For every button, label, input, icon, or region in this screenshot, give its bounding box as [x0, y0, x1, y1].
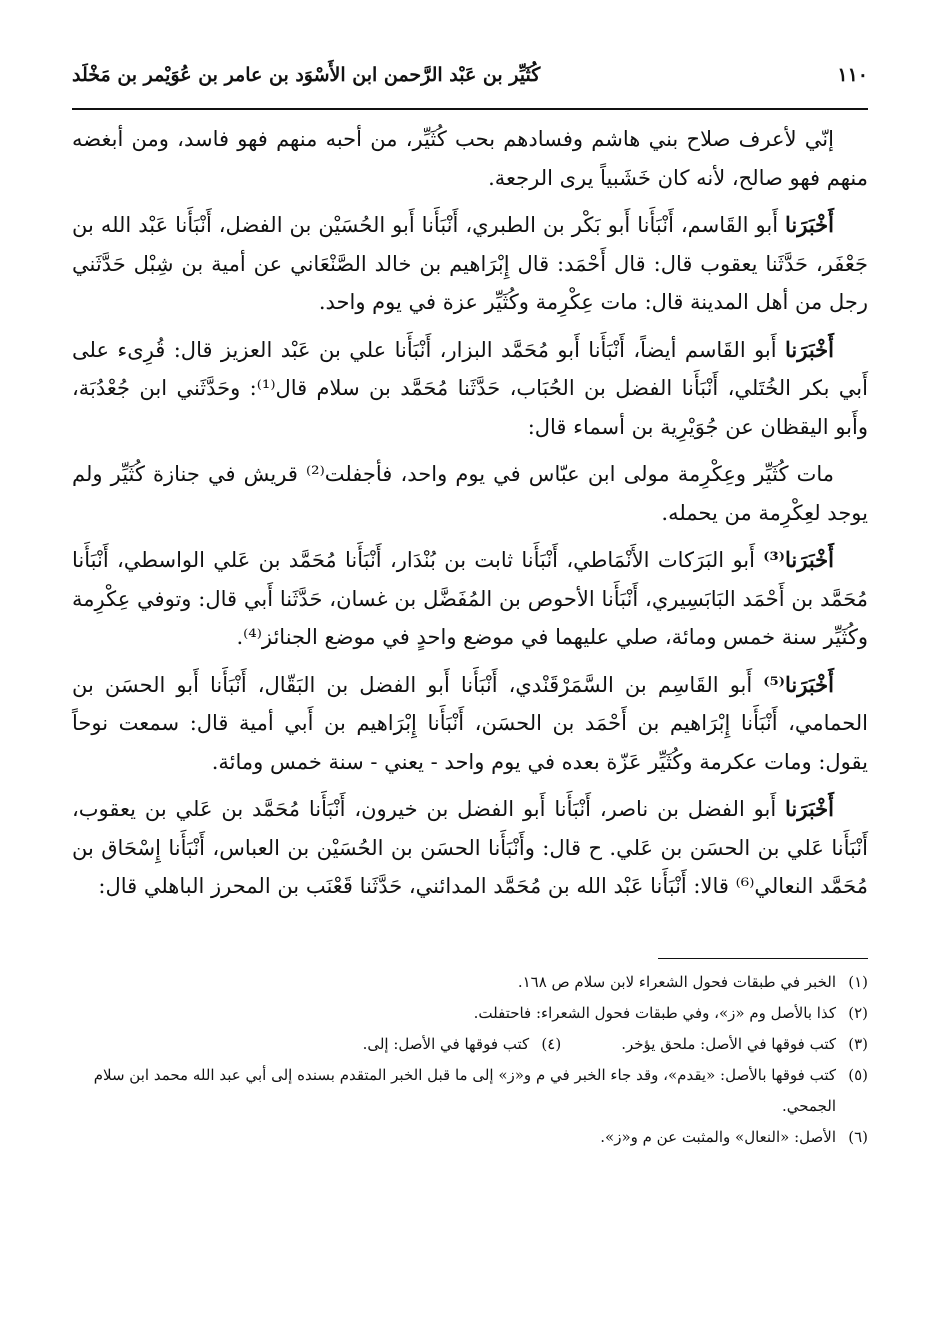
paragraph: مات كُثَيِّر وعِكْرِمة مولى ابن عبّاس في يوم واحد، فأجفلت⁽²⁾ قريش في جنازة كُثَيِّر ولم يوجد لعِكْرِمة من يحمله. — [72, 462, 868, 525]
page-header — [72, 64, 868, 108]
paragraph: أَخْبَرَنا أَبو الفضل بن ناصر، أَنْبَأَنا أَبو الفضل بن خيرون، أَنْبَأَنا مُحَمَّد بن عَلي بن يعقوب، أَنْبَأَنا عَلي بن الحسَن بن عَلي. ح قال: وأَنْبَأَنا الحسَن بن الحُسَيْن بن العباس، أَنْبَأَنا إِسْحَاق بن مُحَمَّد النعالي⁽⁶⁾ قالا: أَنْبَأَنا عَبْد الله بن مُحَمَّد المدائني، حَدَّثَنا قَعْنَب بن المحرز الباهلي قال: — [72, 796, 868, 898]
footnote: (٣) كتب فوقها في الأصل: ملحق يؤخر. — [621, 1034, 868, 1053]
page-number: ١١٠ — [837, 64, 868, 86]
document-page — [72, 64, 868, 1153]
header-rule — [72, 108, 868, 110]
paragraph: أَخْبَرَنا⁽⁵⁾ أَبو القَاسِم بن السَّمَرْقَنْدي، أَنْبَأَنا أَبو الفضل بن البَقّال، أَنْبَأَنا أَبو الحسَن بن الحمامي، أَنْبَأَنا إِبْرَاهيم بن أَحْمَد بن الحسَن، أَنْبَأَنا إِبْرَاهيم بن أَبي أمية قال: سمعت نوحاً يقول: ومات عكرمة وكُثَيِّر عَزّة بعده في يوم واحد - يعني - سنة خمس ومائة. — [72, 671, 868, 774]
footnote: (٢) كذا بالأصل وم «ز»، وفي طبقات فحول الشعراء: فاحتفلت. — [473, 1003, 868, 1022]
paragraph: إنّي لأعرف صلاح بني هاشم وفسادهم بحب كُثَيِّر، من أحبه منهم فهو فاسد، ومن أبغضه منهم فهو صالح، لأنه كان خَشَبياً يرى الرجعة. — [72, 127, 868, 190]
footnotes — [72, 967, 868, 1153]
footnote: (٤) كتب فوقها في الأصل: إلى. — [362, 1034, 562, 1053]
footnote-rule — [658, 958, 868, 959]
footnote: (٥) كتب فوقها بالأصل: «يقدم»، وقد جاء الخبر في م و«ز» إلى ما قبل الخبر المتقدم بسنده إلى أبي عبد الله محمد ابن سلام الجمحي. — [93, 1065, 868, 1115]
paragraph: أَخْبَرَنا أَبو القَاسم، أَنْبَأَنا أَبو بَكْر بن الطبري، أَنْبَأَنا أَبو الحُسَيْن بن الفضل، أَنْبَأَنا عَبْد الله بن جَعْفَر، حَدَّثَنا يعقوب قال: قال أَحْمَد: قال إِبْرَاهيم بن خالد الصَّنْعَاني عن أمية بن شِبْل حَدَّثَني رجل من أهل المدينة قال: مات عِكْرِمة وكُثَيِّر عزة في يوم واحد. — [72, 212, 868, 314]
paragraph: أَخْبَرَنا⁽³⁾ أَبو البَرَكات الأَنْمَاطي، أَنْبَأَنا ثابت بن بُنْدَار، أَنْبَأَنا مُحَمَّد بن عَلي الواسطي، أَنْبَأَنا مُحَمَّد بن أَحْمَد البَابَسِيري، أَنْبَأَنا الأحوص بن المُفَضَّل بن غسان، حَدَّثَنا أَبي قال: وتوفي عِكْرِمة وكُثَيِّر سنة خمس ومائة، صلي عليهما في موضع واحدٍ في موضع الجنائز⁽⁴⁾. — [72, 547, 868, 649]
body-text — [72, 120, 868, 906]
paragraph: أَخْبَرَنا أَبو القَاسم أيضاً، أَنْبَأَنا أَبو مُحَمَّد البزار، أَنْبَأَنا علي بن عَبْد العزيز قال: قُرِىء على أَبي بكر الخُتَلي، أَنْبَأَنا الفضل بن الحُبَاب، حَدَّثَنا مُحَمَّد بن سلام قال⁽¹⁾: وحَدَّثَني ابن جُعْدُبَة، وأَبو اليقظان عن جُوَيْرِية بن أسماء قال: — [72, 336, 868, 439]
running-title: كُثَيِّر بن عَبْد الرَّحمن ابن الأَسْوَد بن عامر بن عُوَيْمر بن مَخْلَد — [72, 64, 541, 86]
footnote: (٦) الأصل: «النعال» والمثبت عن م و«ز». — [600, 1127, 868, 1146]
footnote-row — [72, 1029, 868, 1060]
footnote: (١) الخبر في طبقات فحول الشعراء لابن سلام ص ١٦٨. — [517, 972, 868, 991]
